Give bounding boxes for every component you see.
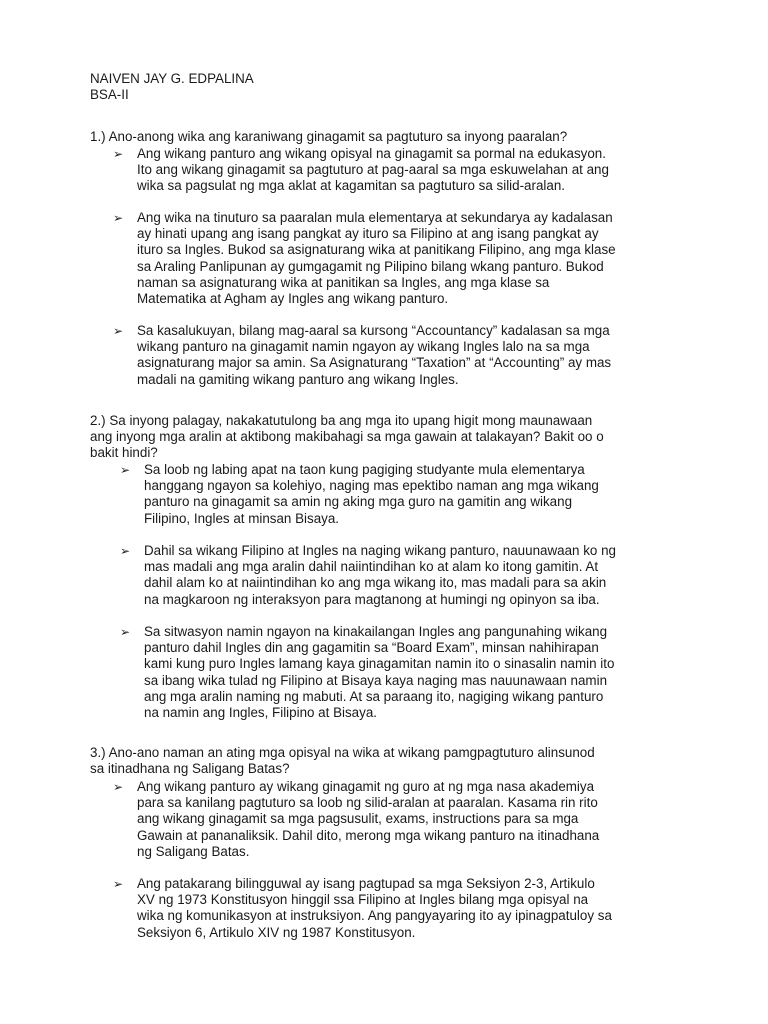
document-header xyxy=(90,71,254,103)
q3-b1-line: Gawain at pananaliksik. Dahil dito, merong mga wikang panturo na itinadhana xyxy=(137,827,600,843)
question-2 xyxy=(90,413,690,462)
q1-b2-line: ituro sa Ingles. Bukod sa asignaturang wika at panitikang Filipino, ang mga klase xyxy=(137,242,616,258)
arrow-bullet-icon: ➢ xyxy=(113,211,124,225)
arrow-bullet-icon: ➢ xyxy=(113,147,124,161)
q1-b1-line: wika sa pagsulat ng mga aklat at kagamitan sa pagtuturo sa silid-aralan. xyxy=(137,178,565,194)
q2-b1-line: Sa loob ng labing apat na taon kung pagiging studyante mula elementarya xyxy=(144,462,585,477)
q1-b2-line: ay hinati upang ang isang pangkat ay ituro sa Filipino at ang isang pangkat ay xyxy=(137,226,599,242)
q3-b1-line: Ang wikang panturo ay wikang ginagamit ng guro at ng mga nasa akademiya xyxy=(137,779,595,794)
q1-b3-line: asignaturang major sa amin. Sa Asignaturang “Taxation” at “Accounting” ay mas xyxy=(137,355,612,371)
q1-b1-line: Ito ang wikang ginagamit sa pagtuturo at pag-aaral sa mga eskuwelahan at ang xyxy=(137,162,609,178)
question-1-text: 1.) Ano-anong wika ang karaniwang ginagamit sa pagtuturo sa inyong paaralan? xyxy=(90,129,568,144)
q3-b2-line: Seksiyon 6, Artikulo XIV ng 1987 Konstitusyon. xyxy=(137,924,416,940)
arrow-bullet-icon: ➢ xyxy=(120,463,131,477)
q2-b2-line: mas madali ang mga aralin dahil naiintindihan ko at alam ko itong gamitin. At xyxy=(144,559,599,575)
q1-b2-line: Ang wika na tinuturo sa paaralan mula elementarya at sekundarya ay kadalasan xyxy=(137,210,613,225)
question-2-line: bakit hindi? xyxy=(90,445,158,461)
q3-b1-line: para sa kanilang pagtuturo sa loob ng silid-aralan at paaralan. Kasama rin rito xyxy=(137,795,598,811)
q2-b3-line: na namin ang Ingles, Filipino at Bisaya. xyxy=(144,705,377,721)
q2-b3-line: panturo dahil Ingles din ang gagamitin sa “Board Exam”, minsan nahihirapan xyxy=(144,640,599,656)
q1-b3-line: wikang panturo na ginagamit namin ngayon ay wikang Ingles lalo na sa mga xyxy=(137,339,590,355)
q1-b1-line: Ang wikang panturo ang wikang opisyal na ginagamit sa pormal na edukasyon. xyxy=(137,146,606,161)
question-3 xyxy=(90,745,690,777)
q3-b2-line: XV ng 1973 Konstitusyon hinggil ssa Filipino at Ingles bilang mga opisyal na xyxy=(137,892,589,908)
q2-b1-line: panturo na ginagamit sa amin ng aking mga guro na gamitin ang wikang xyxy=(144,494,573,510)
q2-b3-line: Sa sitwasyon namin ngayon na kinakailangan Ingles ang pangunahing wikang xyxy=(144,624,608,639)
q2-b2-line: na magkaroon ng interaksyon para magtanong at humingi ng opinyon sa iba. xyxy=(144,591,600,607)
q2-b3-line: kami kung puro Ingles lamang kaya ginagamitan namin ito o sinasalin namin ito xyxy=(144,656,615,672)
arrow-bullet-icon: ➢ xyxy=(113,780,124,794)
q2-b3-line: ang mga aralin naming ng mabuti. At sa paraang ito, nagiging wikang panturo xyxy=(144,688,604,704)
q2-b1-line: hanggang ngayon sa kolehiyo, naging mas epektibo naman ang mga wikang xyxy=(144,478,599,494)
arrow-bullet-icon: ➢ xyxy=(120,544,131,558)
student-name: NAIVEN JAY G. EDPALINA xyxy=(90,71,254,86)
question-1 xyxy=(90,129,690,145)
q3-b1-line: ng Saligang Batas. xyxy=(137,843,250,859)
question-3-line: sa itinadhana ng Saligang Batas? xyxy=(90,761,290,777)
q3-b1-line: ang wikang ginagamit sa mga pagsusulit, exams, instructions para sa mga xyxy=(137,811,579,827)
student-course: BSA-II xyxy=(90,87,129,103)
q1-b2-line: naman sa asignaturang wika at panitikan sa Ingles, ang mga klase sa xyxy=(137,274,550,290)
q1-b3-line: Sa kasalukuyan, bilang mag-aaral sa kursong “Accountancy” kadalasan sa mga xyxy=(137,323,610,338)
q2-b1-line: Filipino, Ingles at minsan Bisaya. xyxy=(144,510,340,526)
question-2-line: ang inyong mga aralin at aktibong makibahagi sa mga gawain at talakayan? Bakit oo o xyxy=(90,429,604,445)
arrow-bullet-icon: ➢ xyxy=(120,625,131,639)
q1-b3-line: madali na gamiting wikang panturo ang wikang Ingles. xyxy=(137,371,459,387)
q2-b2-line: dahil alam ko at naiintindihan ko ang mga wikang ito, mas madali para sa akin xyxy=(144,575,607,591)
q2-b2-line: Dahil sa wikang Filipino at Ingles na naging wikang panturo, nauunawaan ko ng xyxy=(144,543,616,558)
q1-b2-line: sa Araling Panlipunan ay gumgagamit ng Pilipino bilang wkang panturo. Bukod xyxy=(137,258,604,274)
arrow-bullet-icon: ➢ xyxy=(113,877,124,891)
q1-b2-line: Matematika at Agham ay Ingles ang wikang panturo. xyxy=(137,291,449,307)
arrow-bullet-icon: ➢ xyxy=(113,324,124,338)
q3-b2-line: Ang patakarang bilingguwal ay isang pagtupad sa mga Seksiyon 2-3, Artikulo xyxy=(137,876,595,891)
q3-b2-line: wika ng komunikasyon at instruksiyon. Ang pangyayaring ito ay ipinagpatuloy sa xyxy=(137,908,612,924)
q2-b3-line: sa ibang wika tulad ng Filipino at Bisaya kaya naging mas nauunawaan namin xyxy=(144,672,608,688)
question-2-line: 2.) Sa inyong palagay, nakakatutulong ba ang mga ito upang higit mong maunawaan xyxy=(90,413,593,428)
question-3-line: 3.) Ano-ano naman an ating mga opisyal na wika at wikang pamgpagtuturo alinsunod xyxy=(90,745,595,760)
